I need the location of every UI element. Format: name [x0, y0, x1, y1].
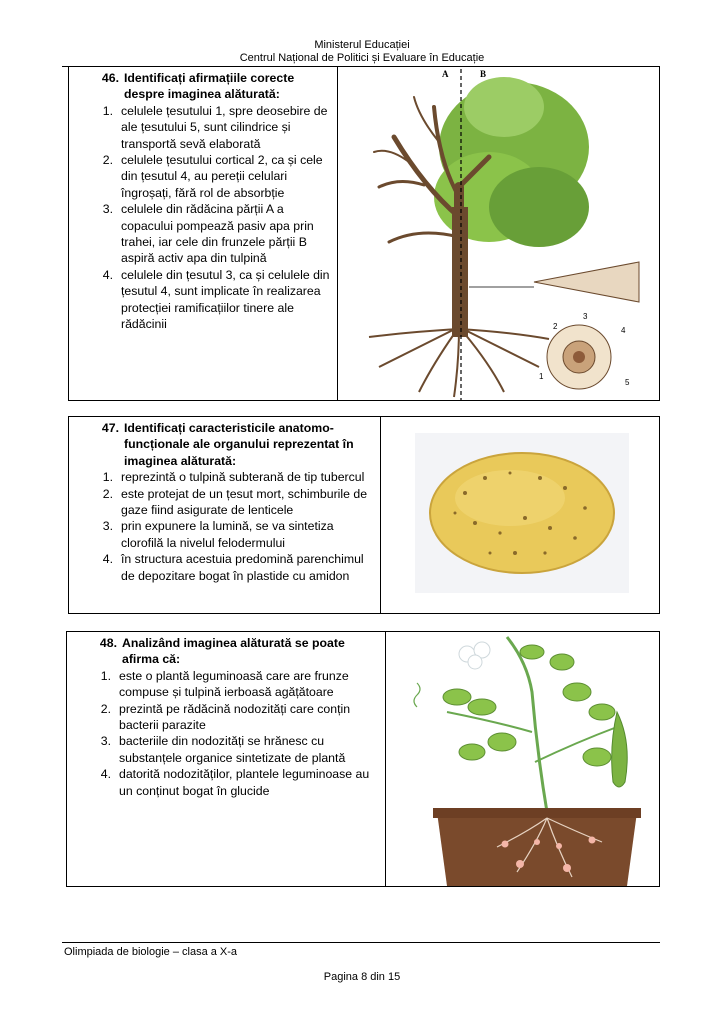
option-2: 2. celulele țesutului cortical 2, ca și cele din țesutul 4, au pereții celulari îngroșați, fără rol de absorbție: [102, 153, 323, 200]
question-48-text: [67, 632, 385, 799]
label-5: 5: [625, 378, 630, 387]
option-2: 2. este protejat de un țesut mort, schimburile de gaze fiind asigurate de lenticele: [102, 486, 368, 518]
option-4: 4. în structura acestuia predomină parenchimul de depozitare bogat în plastide cu amidon: [102, 552, 364, 583]
question-47-text: [69, 417, 380, 584]
question-number: 48.: [99, 636, 117, 650]
trunk: [452, 207, 468, 337]
question-prompt: Identificați afirmațiile corecte despre imaginea alăturată:: [124, 71, 295, 102]
question-47-box: [68, 416, 660, 614]
option-1: 1. este o plantă leguminoasă care are frunze compuse și tulpină ierboasă agățătoare: [100, 668, 349, 700]
tree-figure: [339, 67, 659, 400]
column-divider: [337, 67, 338, 400]
pea-plant-illustration: [387, 632, 659, 886]
question-48-box: [66, 631, 660, 887]
label-b: B: [480, 69, 487, 79]
question-title: [69, 70, 333, 103]
option-3: 3. prin expunere la lumină, se va sintetiza clorofilă la nivelul felodermului: [102, 519, 334, 550]
header-ministry: Ministerul Educației: [314, 39, 410, 51]
root-tip-section: [469, 262, 639, 302]
footer-olympiad: Olimpiada de biologie – clasa a X-a: [64, 946, 238, 958]
option-3: 3. bacteriile din nodozități se hrănesc cu substanțele organice sintetizate de plantă: [100, 734, 346, 765]
label-4: 4: [621, 326, 626, 335]
question-number: 46.: [101, 71, 119, 85]
question-number: 47.: [101, 421, 119, 435]
label-a: A: [442, 69, 449, 79]
footer-rule: [62, 942, 660, 943]
page-header: [0, 39, 724, 65]
header-center: Centrul Național de Politici și Evaluare în Educație: [239, 52, 485, 64]
potato-figure: [415, 433, 629, 593]
label-2: 2: [553, 322, 558, 331]
column-divider: [385, 632, 386, 886]
question-46-box: [68, 66, 660, 401]
option-1: 1. reprezintă o tulpină subterană de tip tubercul: [102, 470, 365, 485]
option-1: 1. celulele țesutului 1, spre deosebire de ale țesutului 5, sunt cilindrice și transportă sevă elaborată: [102, 103, 328, 151]
option-4: 4. datorită nodozităților, plantele leguminoase au un conținut bogat în glucide: [100, 767, 370, 798]
label-3: 3: [583, 312, 588, 321]
page-number: Pagina 8 din 15: [323, 971, 401, 983]
question-prompt: Identificați caracteristicile anatomo-funcționale ale organului reprezentat în imaginea alăturată:: [124, 421, 354, 468]
option-3: 3. celulele din rădăcina părții A a copacului pompează pasiv apa prin trahei, iar cele din frunzele părții B aspiră activ apa din tulpină: [102, 202, 314, 266]
potato-illustration: [415, 433, 629, 593]
question-title: [67, 635, 381, 668]
question-prompt: Analizând imaginea alăturată se poate afirma că:: [122, 636, 345, 667]
roots: [369, 327, 549, 397]
question-46-text: [69, 67, 337, 333]
root-cross-section: [547, 325, 611, 389]
label-1: 1: [539, 372, 544, 381]
pea-plant-figure: [387, 632, 659, 886]
tree-illustration: [339, 67, 659, 400]
option-4: 4. celulele din țesutul 3, ca și celulele din țesutul 4, sunt implicate în realizarea protecției ramificațiilor tinere ale rădăcinii: [102, 267, 330, 332]
column-divider: [380, 417, 381, 613]
option-2: 2. prezintă pe rădăcină nodozități care conțin bacterii parazite: [100, 701, 351, 733]
question-title: [69, 420, 376, 469]
